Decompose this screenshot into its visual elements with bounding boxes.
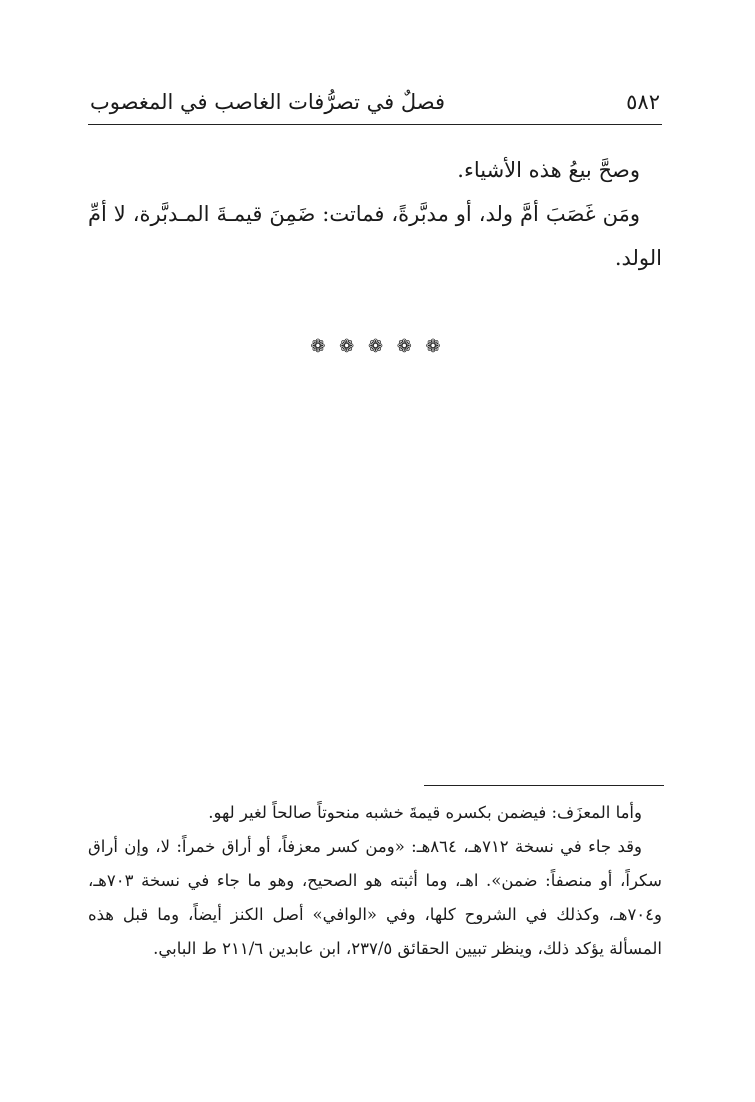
- main-text: [88, 148, 662, 280]
- page-number: ٥٨٢: [626, 90, 660, 114]
- running-title: فصلٌ في تصرُّفات الغاصب في المغصوب: [90, 90, 446, 114]
- section-separator: ❁ ❁ ❁ ❁ ❁: [310, 336, 445, 357]
- footnotes: [88, 796, 662, 966]
- footnote-paragraph: وقد جاء في نسخة ٧١٢هـ، ٨٦٤هـ: «ومن كسر معزفاً، أو أراق خمراً: لا، وإن أراق سكراً، أو منصفاً: ضمن». اهـ، وما أثبته هو الصحيح، وهو ما جاء في نسخة ٧٠٣هـ، و٧٠٤هـ، وكذلك في الشروح كلها، وفي «الوافي» أصل الكنز أيضاً، وما قبل هذه المسألة يؤكد ذلك، وينظر تبيين الحقائق ٢٣٧/٥، ابن عابدين ٢١١/٦ ط البابي.: [88, 837, 662, 958]
- main-paragraph: وصحَّ بيعُ هذه الأشياء.: [457, 158, 640, 182]
- page-header: [88, 86, 662, 125]
- footnote-divider: [424, 785, 664, 786]
- main-paragraph: ومَن غَصَبَ أمَّ ولد، أو مدبَّرةً، فماتت: ضَمِنَ قيمـةَ المـدبَّرة، لا أمِّ الولد.: [88, 202, 662, 270]
- footnote-paragraph: وأما المعزَف: فيضمن بكسره قيمةَ خشبه منحوتاً صالحاً لغير لهو.: [208, 803, 642, 822]
